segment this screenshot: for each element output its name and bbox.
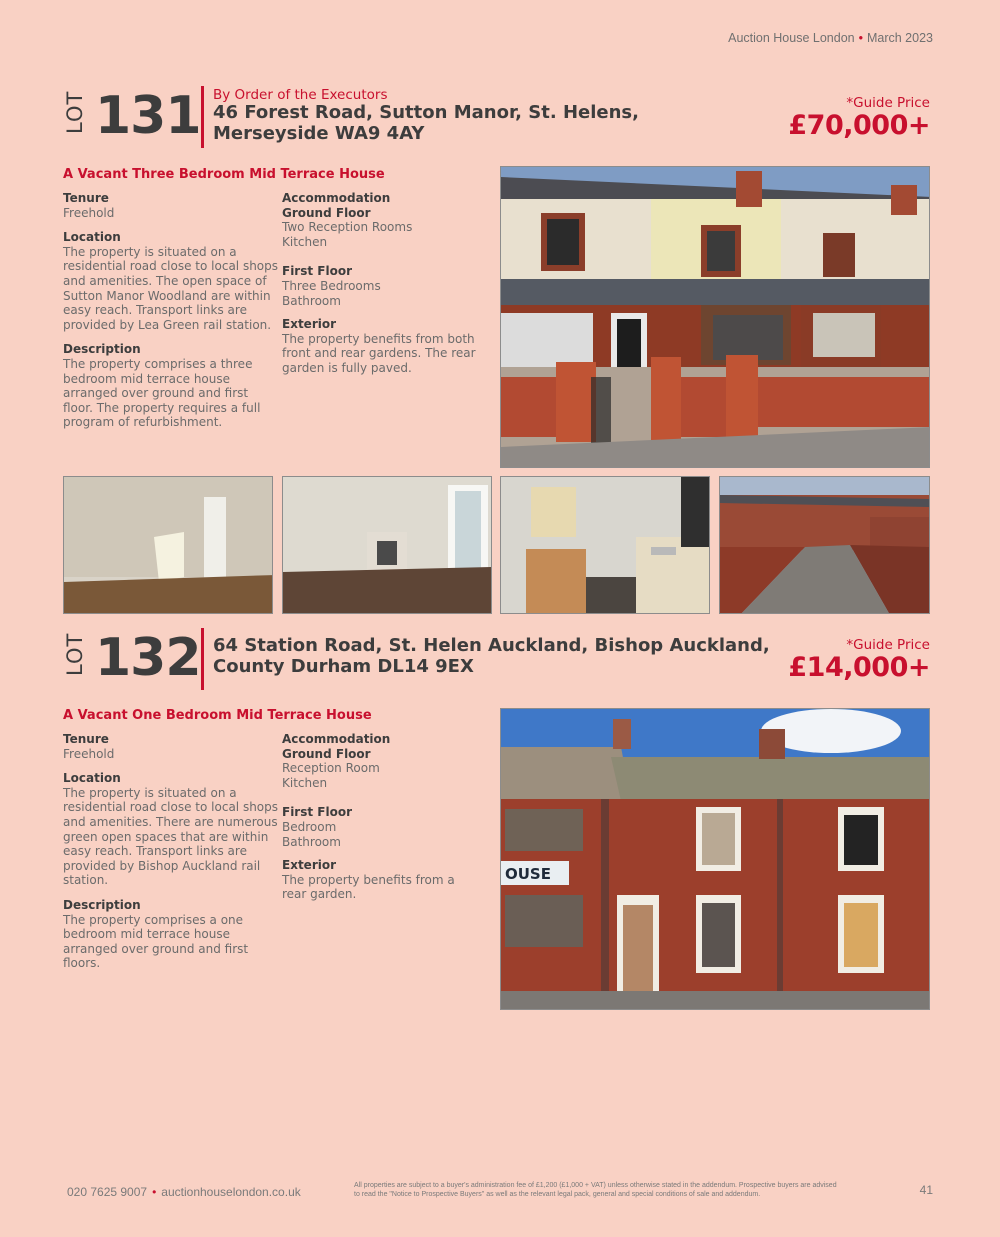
guide-price-label: *Guide Price — [846, 637, 930, 653]
sale-order: By Order of the Executors — [213, 87, 388, 103]
guide-price: £70,000+ — [788, 110, 930, 141]
main-exterior-photo — [500, 708, 930, 1010]
property-headline: A Vacant Three Bedroom Mid Terrace House — [63, 167, 385, 182]
publisher-name: Auction House London — [728, 31, 855, 45]
first-floor-heading: First Floor — [282, 805, 353, 820]
details-column-left — [63, 191, 278, 430]
interior-photo-fireplace — [282, 476, 492, 614]
guide-price: £14,000+ — [788, 652, 930, 683]
address-line-2: Merseyside WA9 4AY — [213, 122, 425, 144]
first-floor-item: Bedroom — [282, 819, 337, 834]
footer-separator: • — [152, 1185, 157, 1199]
accommodation-heading: Accommodation — [282, 732, 391, 746]
exterior-text: The property benefits from a rear garden. — [282, 872, 455, 902]
tenure-heading: Tenure — [63, 191, 109, 205]
description-heading: Description — [63, 342, 141, 357]
guide-price-label: *Guide Price — [846, 95, 930, 111]
page-footer — [67, 1185, 301, 1199]
property-headline: A Vacant One Bedroom Mid Terrace House — [63, 708, 372, 723]
tenure-heading: Tenure — [63, 732, 109, 746]
lot-132-section — [63, 626, 930, 1012]
location-text: The property is situated on a residential road close to local shops and amenities. The open space of Sutton Manor Woodland are within easy reach. Transport links are provided by Lea Green rail station. — [63, 244, 279, 332]
tenure-value: Freehold — [63, 205, 115, 220]
lot-131-section — [63, 84, 930, 614]
address-line-1: 64 Station Road, St. Helen Auckland, Bishop Auckland, — [213, 635, 770, 656]
header-separator: • — [858, 31, 863, 45]
lot-number: 131 — [95, 86, 201, 146]
issue-date: March 2023 — [866, 31, 933, 45]
rear-garden-photo — [719, 476, 930, 614]
interior-photo-reception — [63, 476, 273, 614]
ground-floor-item: Reception Room — [282, 761, 380, 776]
property-address — [213, 636, 773, 677]
phone-number[interactable]: 020 7625 9007 — [67, 1185, 148, 1199]
footer-disclaimer: All properties are subject to a buyer's administration fee of £1,200 (£1,000 + VAT) unless otherwise stated in the addendum. Prospective buyers are advised to read the "Notice to Prospective Buyers" as well as the relevant legal pack, general and special conditions of sale and addendum. — [354, 1182, 837, 1198]
address-line-2: County Durham DL14 9EX — [213, 655, 474, 677]
tenure-value: Freehold — [63, 746, 115, 761]
ground-floor-heading: Ground Floor — [282, 205, 371, 220]
lot-number: 132 — [95, 628, 201, 688]
lot-label: LOT — [63, 632, 87, 676]
first-floor-item: Bathroom — [282, 834, 341, 849]
property-address — [213, 103, 773, 144]
details-column-left — [63, 732, 278, 971]
exterior-heading: Exterior — [282, 317, 337, 332]
ground-floor-item: Two Reception Rooms — [282, 220, 413, 235]
address-line-1: 46 Forest Road, Sutton Manor, St. Helens, — [213, 102, 639, 123]
first-floor-item: Bathroom — [282, 293, 341, 308]
lot-divider — [201, 628, 204, 690]
ground-floor-item: Kitchen — [282, 775, 328, 790]
exterior-heading: Exterior — [282, 858, 337, 873]
location-heading: Location — [63, 230, 121, 245]
website-link[interactable]: auctionhouselondon.co.uk — [161, 1185, 301, 1199]
lot-divider — [201, 86, 204, 148]
details-column-right — [282, 732, 482, 902]
page-number: 41 — [919, 1183, 933, 1197]
page-header — [728, 31, 933, 45]
description-text: The property comprises a one bedroom mid terrace house arranged over ground and first floors. — [63, 912, 249, 971]
lot-label: LOT — [63, 90, 87, 134]
description-text: The property comprises a three bedroom mid terrace house arranged over ground and first floor. The property requires a full program of refurbishment. — [63, 356, 261, 430]
location-heading: Location — [63, 771, 121, 786]
accommodation-heading: Accommodation — [282, 191, 391, 205]
main-exterior-photo — [500, 166, 930, 468]
street-sign-text: OUSE — [505, 865, 551, 883]
interior-photo-kitchen — [500, 476, 710, 614]
location-text: The property is situated on a residential road close to local shops and amenities. There are numerous green open spaces that are within easy reach. Transport links are provided by Bishop Auckland rail station. — [63, 785, 279, 888]
details-column-right — [282, 191, 482, 376]
ground-floor-heading: Ground Floor — [282, 746, 371, 761]
first-floor-item: Three Bedrooms — [282, 278, 381, 293]
description-heading: Description — [63, 897, 141, 912]
first-floor-heading: First Floor — [282, 264, 353, 279]
ground-floor-item: Kitchen — [282, 234, 328, 249]
exterior-text: The property benefits from both front and rear gardens. The rear garden is fully paved. — [282, 331, 476, 375]
